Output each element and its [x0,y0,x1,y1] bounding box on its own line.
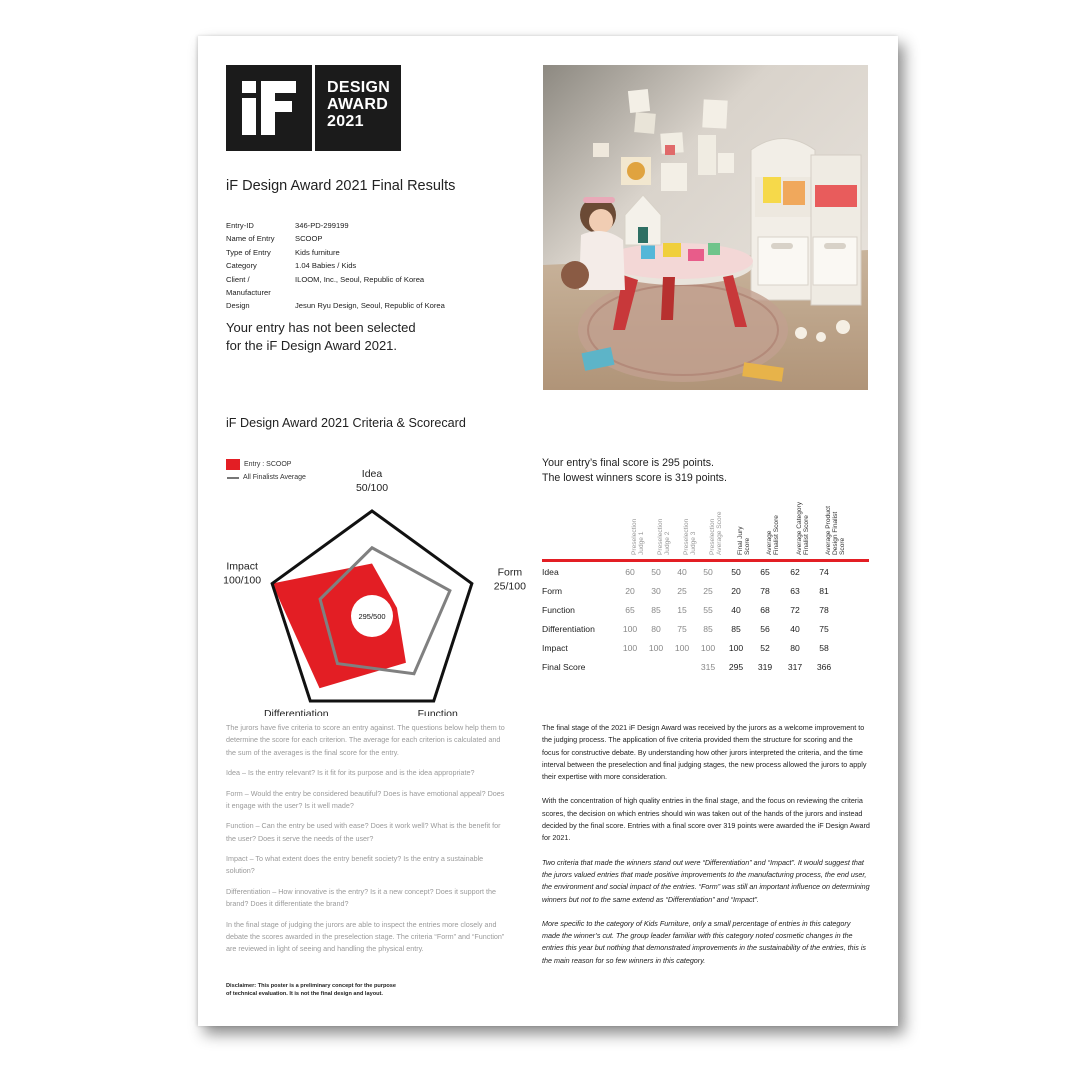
column-header-line: Preselection [683,518,690,555]
if-design-award-logo [226,65,401,151]
entry-info-key: Design [226,301,250,311]
column-header-line: Finalist Score [803,515,810,555]
criteria-paragraph: Idea – Is the entry relevant? Is it fit for its purpose and is the idea appropriate? [226,768,475,778]
result-line-1: Your entry has not been selected [226,320,416,335]
table-cell: 40 [790,624,800,634]
table-cell: 80 [790,643,800,653]
table-cell: 40 [731,605,741,615]
entry-info-row [226,273,445,300]
entry-info-key: Client / Manufacturer [226,274,271,298]
entry-info-value: Jesun Ryu Design, Seoul, Republic of Korea [295,301,445,311]
table-cell: 55 [703,605,713,615]
column-header-line: Judge 3 [690,531,697,555]
table-cell: 58 [819,643,829,653]
axis-score: 100/100 [223,574,262,587]
commentary-paragraph: More specific to the category of Kids Furniture, only a small percentage of entries in this category made the winner’s cut. The group leader familiar with this category noted cosmetic changes in the entries this year but nothing that demonstrated improvements in the sustainability of the entries, this is the main reason for so few winners in this category. [542,918,867,965]
table-cell: 40 [677,567,687,577]
final-score-line-1: Your entry’s final score is 295 points. [542,457,714,469]
entry-info-value: ILOOM, Inc., Seoul, Republic of Korea [295,274,425,284]
table-cell: 317 [787,662,803,672]
table-cell: 85 [731,624,741,634]
column-header [709,512,723,556]
legend-average-label: All Finalists Average [243,474,306,481]
entry-info-value: Kids furniture [295,247,340,257]
table-cell: 25 [703,586,713,596]
legend-entry-label: Entry : SCOOP [244,461,292,468]
table-cell: 100 [622,643,638,653]
table-cell: 100 [674,643,690,653]
criteria-paragraph: The jurors have five criteria to score an entry against. The questions below help them to determine the score for each criterion. The average for each criterion is calculated and the sum of the averages is the final score for the entry. [226,723,505,757]
column-header-line: Preselection [657,518,664,555]
axis-label: Impact [226,560,258,573]
table-cell: 50 [731,567,741,577]
final-score-line-2: The lowest winners score is 319 points. [542,471,727,484]
logo-line-1: DESIGN [327,79,391,96]
entry-info-list [226,219,445,313]
row-label: Impact [542,643,568,653]
column-header-line: Score [839,537,846,555]
column-header-line: Average Score [716,511,723,555]
criteria-paragraph: In the final stage of judging the jurors are able to inspect the entries more closely and debate the scores awarded in the preselection stage. The criteria “Form” and “Function” are reviewed in light of seeing and handling the physical entry. [226,919,505,954]
table-cell: 62 [790,567,800,577]
table-cell: 78 [760,586,770,596]
table-cell: 50 [703,567,713,577]
table-cell: 56 [760,624,770,634]
table-cell: 30 [651,586,661,596]
table-row [542,562,869,581]
column-header-line: Average Product [825,506,832,555]
axis-score: 50/100 [355,482,389,494]
chart-legend [226,458,306,484]
criteria-paragraph: Form – Would the entry be considered beautiful? Does is have emotional appeal? Does it engage with the user? Is it well made? [226,788,505,810]
table-cell: 100 [728,643,744,653]
table-cell: 319 [757,662,773,672]
column-header-line: Preselection [709,518,716,555]
result-line-2: for the iF Design Award 2021. [226,338,398,353]
column-header [825,506,846,555]
table-cell: 25 [677,586,687,596]
disclaimer-line-2: of technical evaluation. It is not the final design and layout. [226,991,383,997]
table-cell: 85 [651,605,661,615]
table-row [542,619,869,638]
legend-entry [226,458,306,471]
axis-label: Function [417,707,458,716]
legend-entry-swatch [226,459,240,470]
criteria-paragraph: Differentiation – How innovative is the entry? Is it a new concept? Does it support the brand? Does it differentiate the brand? [226,886,496,909]
table-cell: 295 [728,662,744,672]
table-cell: 80 [651,624,661,634]
score-table [542,490,869,676]
poster-sheet [198,36,898,1026]
table-cell: 315 [700,662,716,672]
table-cell: 65 [625,605,635,615]
table-cell: 68 [760,605,770,615]
column-header-line: Judge 2 [664,531,671,555]
axis-label: Form [497,566,523,579]
entry-info-value: SCOOP [295,234,323,244]
scorecard-title: iF Design Award 2021 Criteria & Scorecard [226,416,466,430]
entry-info-row [226,232,445,245]
axis-score: 25/100 [493,580,526,593]
entry-info-row [226,299,445,312]
entry-info-value: 1.04 Babies / Kids [295,261,357,271]
table-cell: 15 [677,605,687,615]
table-cell: 85 [703,624,713,634]
column-header-line: Final Jury [737,526,744,555]
legend-average [226,471,306,484]
table-cell: 78 [819,605,829,615]
column-header-line: Design Finalist [832,511,839,555]
table-cell: 74 [819,567,829,577]
disclaimer [226,982,396,998]
column-header-line: Judge 1 [638,531,645,555]
table-cell: 72 [790,605,800,615]
column-header [766,515,780,555]
column-header [683,519,697,555]
entry-info-key: Name of Entry [226,234,275,244]
logo-line-2: AWARD [327,96,389,113]
entry-info-value: 346-PD-299199 [295,221,349,230]
table-cell: 50 [651,567,661,577]
table-cell: 65 [760,567,770,577]
table-cell: 63 [790,586,800,596]
product-photo [543,65,868,390]
score-table-header [542,490,869,562]
table-cell: 75 [819,624,829,634]
final-score-statement [542,456,727,485]
row-label: Function [542,605,575,615]
column-header-line: Average [766,530,773,555]
commentary-paragraph: With the concentration of high quality entries in the final stage, and the focus on reviewing the criteria scores, the decision on which entries should win was taken out of the hands of the jurors and instead decided by the final score. Entries with a final score over 319 points were awarded the iF Design Award for 2021. [542,796,870,843]
table-cell: 20 [731,586,741,596]
jury-commentary [542,722,870,979]
table-cell: 100 [622,624,638,634]
row-label: Final Score [542,662,586,672]
page-title: iF Design Award 2021 Final Results [226,178,456,194]
criteria-paragraph: Impact – To what extent does the entry benefit society? Is the entry a sustainable solution? [226,854,484,876]
table-cell: 20 [625,586,635,596]
column-header-line: Score [744,537,751,555]
column-header [737,526,751,555]
radar-chart [198,446,538,716]
entry-info-row [226,219,445,232]
row-label: Idea [542,567,559,577]
entry-info-key: Entry-ID [226,221,254,230]
table-cell: 52 [760,643,770,653]
commentary-paragraph: Two criteria that made the winners stand out were “Differentiation” and “Impact”. It would suggest that the jurors valued entries that made positive improvements to the manufacturing process, the end user, the environment and social impact of the entries. “Form” was still an important influence on determining winners but not to the same extend as “Differentiation” and “Impact”. [542,857,870,904]
entry-info-key: Type of Entry [226,247,271,257]
column-header [631,519,645,555]
table-cell: 366 [816,662,832,672]
axis-label: Differentiation [263,707,329,716]
entry-info-key: Category [226,261,257,271]
column-header [657,519,671,555]
entry-info-row [226,259,445,272]
logo-wordmark [315,65,401,151]
table-cell: 60 [625,567,635,577]
axis-label: Idea [361,468,383,480]
logo-line-3: 2021 [327,113,364,130]
disclaimer-line-1: Disclaimer: This poster is a preliminary concept for the purpose [226,983,397,989]
table-row [542,600,869,619]
criteria-description [226,722,508,964]
table-cell: 81 [819,586,829,596]
result-statement [226,319,416,355]
table-cell: 100 [648,643,664,653]
row-label: Differentiation [542,624,595,634]
column-header-line: Finalist Score [773,515,780,555]
table-cell: 75 [677,624,687,634]
table-row [542,657,869,676]
radar-total-score: 295/500 [358,612,386,621]
if-logo-mark [226,65,312,151]
column-header-line: Average Category [796,501,803,555]
row-label: Form [542,586,563,596]
table-row [542,638,869,657]
entry-info-row [226,246,445,259]
column-header [796,502,810,555]
legend-average-line [227,477,239,479]
criteria-paragraph: Function – Can the entry be used with ease? Does it work well? What is the benefit for the user? Does it serve the needs of the user? [226,821,501,843]
commentary-paragraph: The final stage of the 2021 iF Design Award was received by the jurors as a welcome improvement to the judging process. The application of five criteria provided them the structure for scoring and the focus for constructive debate. By understanding how other jurors interpreted the criteria, and the time interval between the preselection and final judging stages, the new process allowed the jurors to apply their expertise with more consideration. [542,723,867,782]
table-row [542,581,869,600]
column-header-line: Preselection [631,518,638,555]
table-cell: 100 [700,643,716,653]
